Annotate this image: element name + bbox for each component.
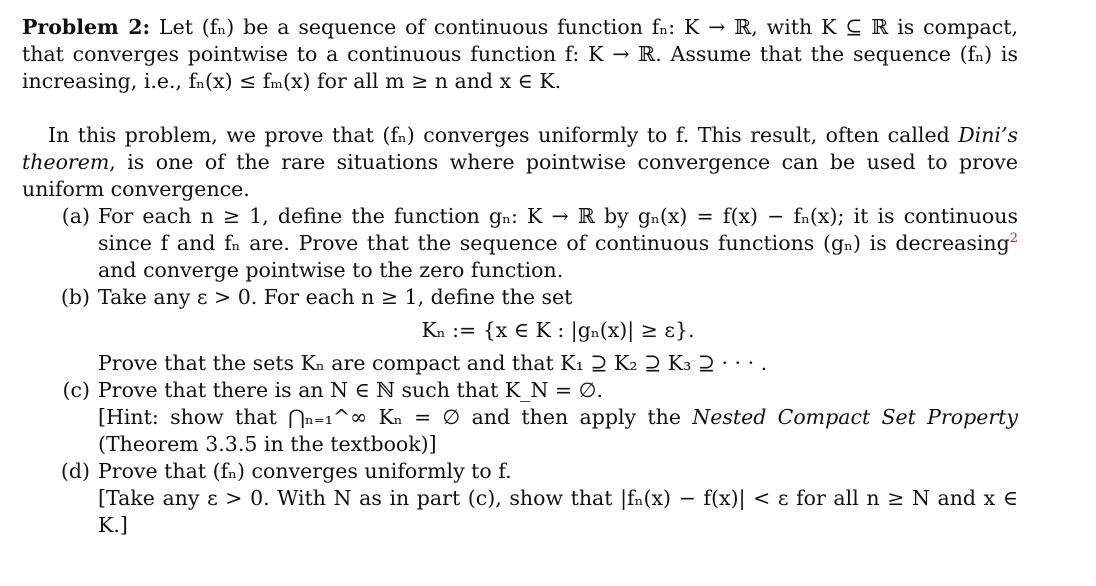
part-b-label: (b) [60, 285, 90, 309]
part-d [22, 458, 1018, 539]
problem-heading: Problem 2: [22, 15, 151, 39]
part-a-text-end: and converge pointwise to the zero function. [98, 258, 564, 282]
part-c-hint-after: (Theorem 3.3.5 in the textbook)] [98, 432, 437, 456]
part-c-text: Prove that there is an N ∈ ℕ such that K_N = ∅. [98, 378, 603, 402]
part-c-body [98, 377, 1018, 458]
part-c-hint [98, 404, 1018, 458]
problem-document [22, 14, 1018, 539]
part-a-label: (a) [61, 204, 90, 228]
part-b-body [98, 284, 1018, 377]
problem-statement-paragraph [22, 14, 1018, 95]
part-c-hint-before: [Hint: show that ⋂ₙ₌₁^∞ Kₙ = ∅ and then apply the [98, 405, 693, 429]
part-c-label: (c) [62, 378, 90, 402]
part-b [22, 284, 1018, 377]
intro-text-after: , is one of the rare situations where pointwise convergence can be used to prove uniform convergence. [22, 150, 1018, 201]
problem-parts-list [22, 203, 1018, 539]
part-b-text-2: Prove that the sets Kₙ are compact and that K₁ ⊇ K₂ ⊇ K₃ ⊇ · · · . [98, 351, 768, 375]
part-a-text: For each n ≥ 1, define the function gₙ: K → ℝ by gₙ(x) = f(x) − fₙ(x); it is continuous since f and fₙ are. Prove that the sequence of continuous functions (gₙ) is decreasing [98, 204, 1018, 255]
part-d-body [98, 458, 1018, 539]
problem-statement: Let (fₙ) be a sequence of continuous function fₙ: K → ℝ, with K ⊆ ℝ is compact, that converges pointwise to a continuous function f: K → ℝ. Assume that the sequence (fₙ) is increasing, i.e., fₙ(x) ≤ fₘ(x) for all m ≥ n and x ∈ K. [22, 15, 1018, 93]
part-d-text: Prove that (fₙ) converges uniformly to f. [98, 459, 512, 483]
nested-compact-set-property-emphasis: Nested Compact Set Property [692, 405, 1018, 429]
part-a [22, 203, 1018, 284]
part-d-label: (d) [60, 459, 90, 483]
part-a-body [98, 203, 1018, 284]
intro-text-before: In this problem, we prove that (fₙ) converges uniformly to f. This result, often called [48, 123, 959, 147]
intro-paragraph [22, 122, 1018, 203]
dini-theorem-emphasis: Dini’s theorem [22, 123, 1018, 174]
part-b-text: Take any ε > 0. For each n ≥ 1, define the set [98, 285, 573, 309]
set-definition-display: Kₙ := {x ∈ K : |gₙ(x)| ≥ ε}. [421, 318, 695, 342]
footnote-marker[interactable]: 2 [1009, 231, 1018, 247]
part-c [22, 377, 1018, 458]
part-d-hint: [Take any ε > 0. With N as in part (c), show that |fₙ(x) − f(x)| < ε for all n ≥ N and x ∈ K.] [98, 486, 1018, 537]
